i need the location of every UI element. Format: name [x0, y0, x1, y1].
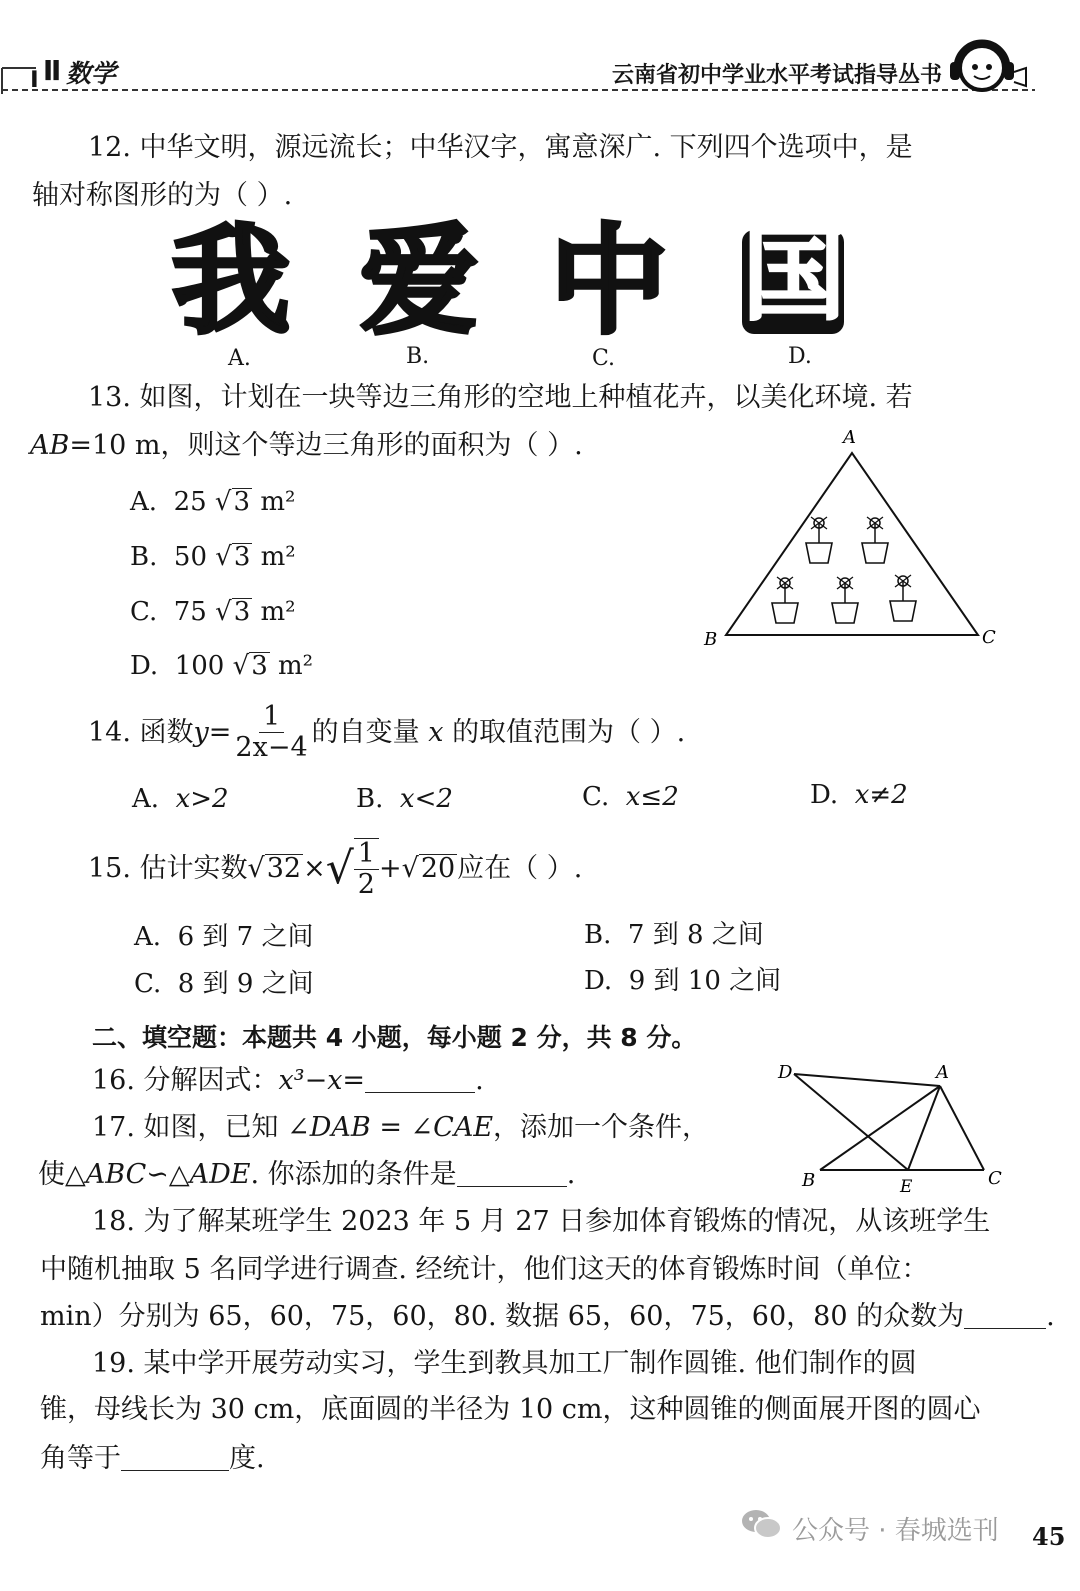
q17-end: . [566, 1159, 576, 1190]
q13-ab: AB [30, 430, 70, 461]
section-2-heading: 二、填空题：本题共 4 小题，每小题 2 分，共 8 分。 [92, 1023, 697, 1052]
q15-option-b [584, 922, 764, 948]
q12-char-b: 爱 [360, 212, 479, 350]
q17-label-a: A [936, 1062, 949, 1083]
q15-option-c [134, 971, 314, 997]
q15-option-d-letter: D. [584, 966, 613, 996]
q13-option-a: A. 25 √3 m² [130, 487, 296, 517]
q14-option-d-text: x≠2 [854, 780, 908, 810]
q13-option-b-coef: 50 [173, 542, 207, 572]
q15-option-a-text: 6 到 7 之间 [177, 922, 314, 952]
q17-sim: ∽△ [146, 1159, 190, 1190]
q15-prefix: 15. 估计实数 [88, 853, 248, 885]
q13-option-d-rad: 3 [251, 651, 268, 681]
q15-stem [88, 838, 582, 899]
q14-option-b [356, 786, 453, 812]
q15-sqrt-frac-sign: √ [325, 842, 354, 894]
q15-fraction-den: 2 [357, 868, 375, 900]
q19-line3-b: 度. [229, 1443, 265, 1474]
q14-option-b-letter: B. [356, 784, 384, 814]
q18-line2: 中随机抽取 5 名同学进行调查. 经统计，他们这天的体育锻炼时间（单位： [40, 1254, 929, 1285]
q17-label-d: D [778, 1062, 793, 1083]
q13-option-b: B. 50 √3 m² [130, 542, 296, 572]
q12-option-a: A. [228, 346, 251, 371]
q12-char-c: 中 [550, 212, 669, 350]
q19-line3-a: 角等于 [40, 1443, 121, 1474]
q16-answer-blank[interactable] [365, 1066, 475, 1093]
q14-y: y= [193, 716, 232, 748]
q14-fraction [231, 702, 311, 762]
q15-sqrt1-sign: √ [247, 853, 265, 885]
q17-label-e: E [900, 1177, 913, 1197]
q14-option-a [132, 786, 229, 812]
flower-pot-icon [806, 517, 832, 563]
q18-line3-text: min）分别为 65，60，75，60，80. 数据 65，60，75，60，80 的众数为 [40, 1301, 965, 1332]
q13-option-d-unit: m² [278, 651, 314, 681]
q15-option-a [134, 924, 313, 950]
q17-figure [772, 1058, 1012, 1198]
q17-dab: DAB [309, 1112, 371, 1143]
q15-fraction [354, 838, 379, 899]
q15-option-b-letter: B. [584, 920, 612, 950]
header-subject: 数学 [66, 59, 117, 88]
q12-option-d: D. [788, 344, 812, 369]
q12-option-c: C. [592, 346, 616, 371]
q13-option-a-rad: 3 [233, 487, 251, 517]
q12-char-a: 我 [172, 212, 291, 350]
q18-line3 [40, 1302, 1055, 1330]
q16-line [92, 1066, 484, 1094]
q17-label-b: B [802, 1170, 816, 1191]
flower-pot-icon [890, 575, 916, 621]
q14-option-d [810, 782, 908, 808]
q13-line2-rest: =10 m，则这个等边三角形的面积为（ ）. [69, 430, 583, 461]
q15-option-a-letter: A. [134, 922, 162, 952]
flower-pot-icon [832, 577, 858, 623]
header-series-title: 云南省初中学业水平考试指导丛书 [612, 63, 943, 88]
q13-option-c-rad: 3 [233, 597, 251, 627]
q13-label-a: A [843, 427, 856, 448]
q14-option-c-text: x≤2 [625, 782, 679, 812]
q13-option-d: D. 100 √3 m² [130, 651, 314, 681]
q13-option-b-rad: 3 [233, 542, 251, 572]
q15-option-c-letter: C. [134, 969, 162, 999]
q13-line2 [30, 432, 583, 459]
q12-line2: 轴对称图形的为（ ）. [32, 180, 293, 211]
page-header [0, 38, 1080, 100]
q17-cae: CAE [433, 1112, 494, 1143]
q18-line1: 18. 为了解某班学生 2023 年 5 月 27 日参加体育锻炼的情况，从该班学生 [92, 1206, 991, 1237]
q17-line2 [38, 1160, 575, 1188]
q14-option-a-text: x>2 [175, 784, 229, 814]
q13-option-a-letter: A. [130, 487, 158, 517]
q19-answer-blank[interactable] [121, 1444, 229, 1471]
q19-line1: 19. 某中学开展劳动实习，学生到教具加工厂制作圆锥. 他们制作的圆 [92, 1348, 917, 1379]
wechat-icon [740, 1506, 784, 1542]
q13-option-c-coef: 75 [173, 597, 207, 627]
page-number: 45 [1032, 1522, 1066, 1551]
q15-sqrt1-radicand: 32 [266, 853, 302, 885]
q17-abc: ABC [85, 1159, 147, 1190]
q15-plus: + [378, 853, 402, 885]
q17-line1-b: ，添加一个条件， [493, 1112, 710, 1143]
q14-option-c-letter: C. [582, 782, 610, 812]
q12-char-d: 国 [742, 213, 847, 335]
q14-fraction-num: 1 [259, 702, 284, 733]
q14-prefix: 14. 函数 [88, 716, 194, 748]
q17-line2-a: 使△ [38, 1159, 86, 1190]
q14-x: x [428, 716, 444, 748]
q13-option-c-unit: m² [260, 597, 296, 627]
q15-suffix: 应在（ ）. [457, 853, 583, 885]
q13-option-c: C. 75 √3 m² [130, 597, 296, 627]
q13-option-d-letter: D. [130, 651, 159, 681]
q15-times: × [303, 853, 326, 885]
q13-label-c: C [982, 627, 996, 648]
q15-option-d-text: 9 到 10 之间 [628, 966, 782, 996]
q14-fraction-den: 2x−4 [235, 731, 308, 763]
q15-option-b-text: 7 到 8 之间 [627, 920, 764, 950]
q17-eq: = ∠ [370, 1112, 434, 1143]
q14-option-a-letter: A. [132, 784, 160, 814]
q17-line2-b: . 你添加的条件是 [250, 1159, 457, 1190]
q15-fraction-num: 1 [354, 839, 379, 870]
q13-line1: 13. 如图，计划在一块等边三角形的空地上种植花卉，以美化环境. 若 [88, 382, 913, 413]
q16-end: . [475, 1065, 484, 1096]
q13-option-d-coef: 100 [174, 651, 225, 681]
q14-suffix2: 的取值范围为（ ）. [452, 716, 686, 748]
q13-triangle-figure [700, 425, 1010, 660]
q13-option-b-unit: m² [260, 542, 296, 572]
q12-line1: 12. 中华文明，源远流长；中华汉字，寓意深广. 下列四个选项中，是 [88, 132, 913, 163]
header-logo-mark: ╻Ⅱ [26, 54, 62, 87]
headphone-mascot-icon [938, 38, 1028, 96]
q17-line1-a: 17. 如图，已知 ∠ [92, 1112, 310, 1143]
q13-option-a-coef: 25 [173, 487, 207, 517]
q19-line2: 锥，母线长为 30 cm，底面圆的半径为 10 cm，这种圆锥的侧面展开图的圆心 [40, 1394, 981, 1425]
q13-option-b-letter: B. [130, 542, 158, 572]
q14-option-c [582, 784, 679, 810]
q13-label-b: B [704, 629, 718, 650]
q16-prefix: 16. 分解因式： [92, 1065, 279, 1096]
q14-suffix: 的自变量 [311, 716, 420, 748]
q16-expr: x³−x= [278, 1065, 366, 1096]
watermark-text: 公众号 · 春城选刊 [792, 1516, 999, 1546]
q13-option-c-letter: C. [130, 597, 158, 627]
q17-ade: ADE [189, 1159, 251, 1190]
q15-option-d [584, 968, 781, 994]
q15-option-c-text: 8 到 9 之间 [177, 969, 314, 999]
q15-sqrt2-radicand: 20 [420, 853, 456, 885]
q15-sqrt2-sign: √ [401, 853, 419, 885]
q13-triangle [726, 453, 978, 635]
q18-end: . [1046, 1301, 1055, 1332]
flower-pot-icon [862, 517, 888, 563]
q14-option-b-text: x<2 [399, 784, 453, 814]
flower-pot-icon [772, 577, 798, 623]
q12-option-b: B. [406, 344, 430, 369]
q18-answer-blank[interactable] [964, 1302, 1046, 1329]
q14-option-d-letter: D. [810, 780, 839, 810]
q17-answer-blank[interactable] [457, 1160, 567, 1187]
q14-stem [88, 702, 685, 762]
q17-label-c: C [988, 1168, 1002, 1189]
q17-line1 [92, 1114, 709, 1141]
q13-option-a-unit: m² [260, 487, 296, 517]
q19-line3 [40, 1444, 265, 1472]
